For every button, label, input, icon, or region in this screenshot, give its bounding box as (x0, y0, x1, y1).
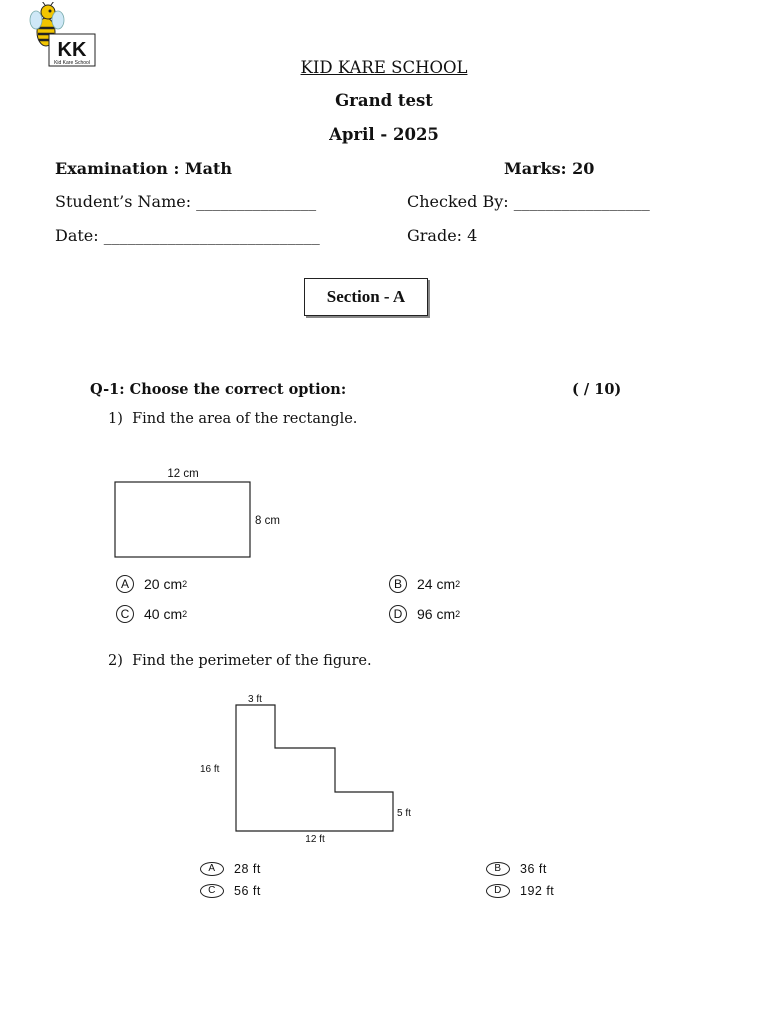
item-2-prompt (108, 653, 372, 669)
left-label: 16 ft (200, 764, 220, 775)
option-value: 96 cm (417, 606, 456, 622)
item-1-option-b[interactable]: B 24 cm 2 (389, 575, 460, 593)
rect-width-label: 12 cm (167, 468, 199, 480)
right-label: 5 ft (397, 808, 411, 819)
rectangle-shape (115, 482, 250, 557)
test-date: April - 2025 (329, 125, 439, 144)
section-title: Section - A (304, 278, 428, 316)
option-letter-d: D (389, 605, 407, 623)
item-2-option-b[interactable] (486, 862, 547, 876)
test-name: Grand test (335, 91, 433, 110)
grade-label: Grade: 4 (407, 226, 478, 245)
option-letter-c: C (200, 884, 224, 898)
checked-by-field[interactable]: Checked By: _________________ (407, 192, 650, 211)
option-value: 20 cm (144, 576, 183, 592)
option-letter-c: C (116, 605, 134, 623)
option-value: 40 cm (144, 606, 183, 622)
option-letter-a: A (116, 575, 134, 593)
item-2-option-c[interactable] (200, 884, 261, 898)
option-letter-b: B (486, 862, 510, 876)
item-1-option-a[interactable]: A 20 cm 2 (116, 575, 187, 593)
top-label: 3 ft (248, 694, 262, 705)
marks-label: Marks: 20 (504, 159, 595, 178)
exam-label: Examination : Math (55, 159, 233, 178)
rectangle-figure (108, 462, 308, 567)
question-title: Q-1: Choose the correct option: (90, 381, 347, 398)
option-letter-a: A (200, 862, 224, 876)
bottom-label: 12 ft (305, 834, 325, 845)
option-value: 192 ft (520, 884, 555, 898)
item-1-prompt (108, 411, 357, 427)
item-text: Find the area of the rectangle. (132, 411, 358, 427)
item-2-option-a[interactable] (200, 862, 261, 876)
item-1-option-c[interactable]: C 40 cm 2 (116, 605, 187, 623)
item-1-option-d[interactable]: D 96 cm 2 (389, 605, 460, 623)
option-value: 56 ft (234, 884, 261, 898)
item-number: 2) (108, 653, 123, 669)
option-value: 28 ft (234, 862, 261, 876)
question-marks: ( / 10) (572, 381, 622, 398)
option-value: 36 ft (520, 862, 547, 876)
staircase-figure (195, 690, 435, 850)
logo-caption: Kid Kare School (54, 60, 90, 66)
date-field[interactable]: Date: ___________________________ (55, 226, 320, 245)
logo-letters: KK (57, 39, 87, 61)
school-name: KID KARE SCHOOL (300, 58, 468, 77)
option-letter-d: D (486, 884, 510, 898)
staircase-shape (236, 705, 393, 831)
item-2-option-d[interactable] (486, 884, 554, 898)
item-text: Find the perimeter of the figure. (132, 653, 372, 669)
student-name-field[interactable]: Student’s Name: _______________ (55, 192, 317, 211)
item-number: 1) (108, 411, 123, 427)
option-value: 24 cm (417, 576, 456, 592)
option-letter-b: B (389, 575, 407, 593)
rect-height-label: 8 cm (255, 515, 280, 527)
